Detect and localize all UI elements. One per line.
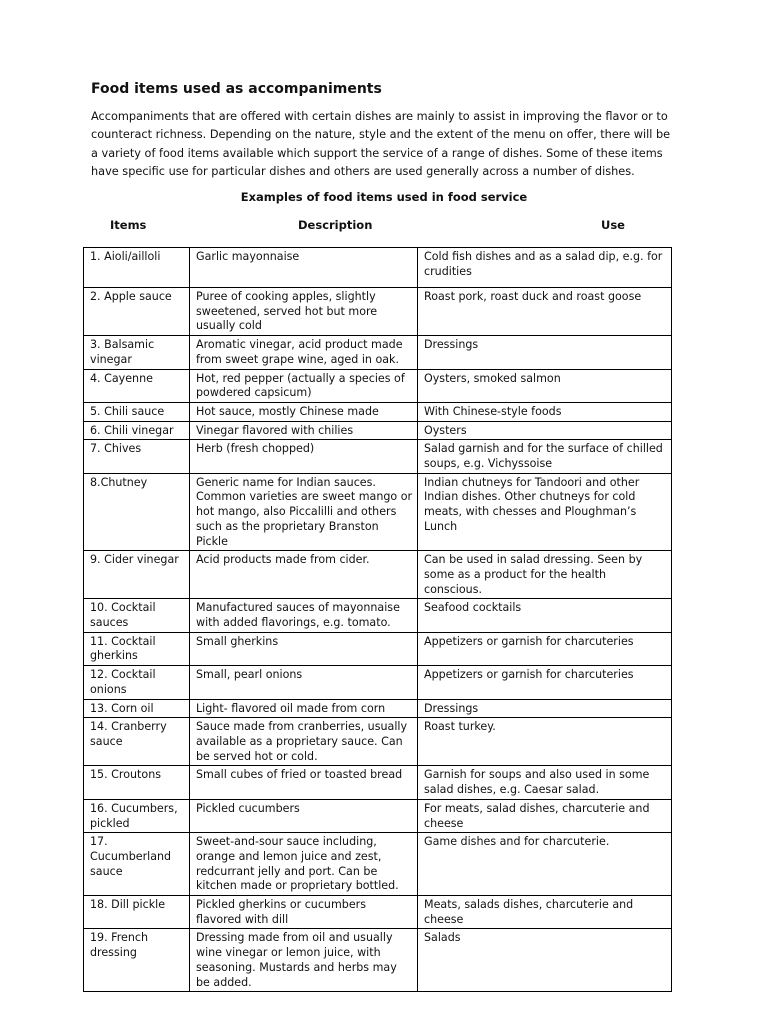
- description-cell: Dressing made from oil and usually wine vinegar or lemon juice, with seasoning. Mustards and herbs may be added.: [190, 929, 418, 992]
- description-cell: Herb (fresh chopped): [190, 440, 418, 473]
- use-cell: Oysters, smoked salmon: [418, 369, 672, 402]
- use-cell: Game dishes and for charcuterie.: [418, 833, 672, 896]
- item-cell: 1. Aioli/ailloli: [84, 248, 190, 288]
- description-cell: Sauce made from cranberries, usually available as a proprietary sauce. Can be served hot or cold.: [190, 718, 418, 766]
- table-row: [84, 369, 672, 402]
- description-cell: Aromatic vinegar, acid product made from sweet grape wine, aged in oak.: [190, 336, 418, 369]
- intro-paragraph: Accompaniments that are offered with certain dishes are mainly to assist in improving the flavor or to counteract richness. Depending on the nature, style and the extent of the menu on offer, there will be a variety of food items available which support the service of a range of dishes. Some of these items have specific use for particular dishes and others are used generally across a number of dishes.: [91, 110, 671, 178]
- column-header-items: Items: [110, 218, 147, 232]
- item-cell: 14. Cranberry sauce: [84, 718, 190, 766]
- use-cell: Garnish for soups and also used in some salad dishes, e.g. Caesar salad.: [418, 766, 672, 799]
- use-cell: Dressings: [418, 699, 672, 718]
- use-cell: Seafood cocktails: [418, 599, 672, 632]
- item-cell: 9. Cider vinegar: [84, 551, 190, 599]
- column-headers: [0, 218, 768, 236]
- table-row: [84, 718, 672, 766]
- table-caption: Examples of food items used in food service: [240, 190, 528, 204]
- item-cell: 18. Dill pickle: [84, 896, 190, 929]
- use-cell: Roast turkey.: [418, 718, 672, 766]
- table-row: [84, 599, 672, 632]
- table-row: [84, 666, 672, 699]
- table-row: [84, 632, 672, 665]
- column-header-description: Description: [298, 218, 373, 232]
- description-cell: Sweet-and-sour sauce including, orange and lemon juice and zest, redcurrant jelly and port. Can be kitchen made or proprietary bottled.: [190, 833, 418, 896]
- item-cell: 7. Chives: [84, 440, 190, 473]
- use-cell: Cold fish dishes and as a salad dip, e.g. for crudities: [418, 248, 672, 288]
- use-cell: For meats, salad dishes, charcuterie and cheese: [418, 799, 672, 832]
- item-cell: 8.Chutney: [84, 473, 190, 551]
- table-row: [84, 473, 672, 551]
- item-cell: 19. French dressing: [84, 929, 190, 992]
- description-cell: Small cubes of fried or toasted bread: [190, 766, 418, 799]
- use-cell: Meats, salads dishes, charcuterie and cheese: [418, 896, 672, 929]
- description-cell: Small gherkins: [190, 632, 418, 665]
- use-cell: Dressings: [418, 336, 672, 369]
- table-row: [84, 766, 672, 799]
- table-row: [84, 896, 672, 929]
- table-row: [84, 248, 672, 288]
- item-cell: 2. Apple sauce: [84, 288, 190, 336]
- use-cell: Appetizers or garnish for charcuteries: [418, 666, 672, 699]
- item-cell: 10. Cocktail sauces: [84, 599, 190, 632]
- use-cell: Can be used in salad dressing. Seen by some as a product for the health conscious.: [418, 551, 672, 599]
- description-cell: Small, pearl onions: [190, 666, 418, 699]
- description-cell: Generic name for Indian sauces. Common varieties are sweet mango or hot mango, also Piccalilli and others such as the proprietary Branston Pickle: [190, 473, 418, 551]
- use-cell: Indian chutneys for Tandoori and other Indian dishes. Other chutneys for cold meats, with chesses and Ploughman’s Lunch: [418, 473, 672, 551]
- table-row: [84, 288, 672, 336]
- use-cell: Roast pork, roast duck and roast goose: [418, 288, 672, 336]
- description-cell: Light- flavored oil made from corn: [190, 699, 418, 718]
- use-cell: Appetizers or garnish for charcuteries: [418, 632, 672, 665]
- description-cell: Pickled gherkins or cucumbers flavored with dill: [190, 896, 418, 929]
- description-cell: Hot sauce, mostly Chinese made: [190, 402, 418, 421]
- use-cell: Oysters: [418, 421, 672, 440]
- food-items-table: [83, 247, 672, 992]
- use-cell: Salad garnish and for the surface of chilled soups, e.g. Vichyssoise: [418, 440, 672, 473]
- description-cell: Vinegar flavored with chilies: [190, 421, 418, 440]
- description-cell: Hot, red pepper (actually a species of powdered capsicum): [190, 369, 418, 402]
- description-cell: Manufactured sauces of mayonnaise with added flavorings, e.g. tomato.: [190, 599, 418, 632]
- table-row: [84, 421, 672, 440]
- column-header-use: Use: [601, 218, 625, 232]
- description-cell: Pickled cucumbers: [190, 799, 418, 832]
- description-cell: Puree of cooking apples, slightly sweetened, served hot but more usually cold: [190, 288, 418, 336]
- item-cell: 3. Balsamic vinegar: [84, 336, 190, 369]
- item-cell: 13. Corn oil: [84, 699, 190, 718]
- item-cell: 17. Cucumberland sauce: [84, 833, 190, 896]
- item-cell: 6. Chili vinegar: [84, 421, 190, 440]
- item-cell: 11. Cocktail gherkins: [84, 632, 190, 665]
- item-cell: 12. Cocktail onions: [84, 666, 190, 699]
- table-row: [84, 336, 672, 369]
- table-row: [84, 699, 672, 718]
- table-row: [84, 799, 672, 832]
- table-row: [84, 402, 672, 421]
- use-cell: With Chinese-style foods: [418, 402, 672, 421]
- item-cell: 4. Cayenne: [84, 369, 190, 402]
- item-cell: 5. Chili sauce: [84, 402, 190, 421]
- table-row: [84, 929, 672, 992]
- item-cell: 16. Cucumbers, pickled: [84, 799, 190, 832]
- table-row: [84, 833, 672, 896]
- use-cell: Salads: [418, 929, 672, 992]
- description-cell: Garlic mayonnaise: [190, 248, 418, 288]
- table-row: [84, 440, 672, 473]
- item-cell: 15. Croutons: [84, 766, 190, 799]
- table-row: [84, 551, 672, 599]
- description-cell: Acid products made from cider.: [190, 551, 418, 599]
- document-title: Food items used as accompaniments: [91, 81, 382, 97]
